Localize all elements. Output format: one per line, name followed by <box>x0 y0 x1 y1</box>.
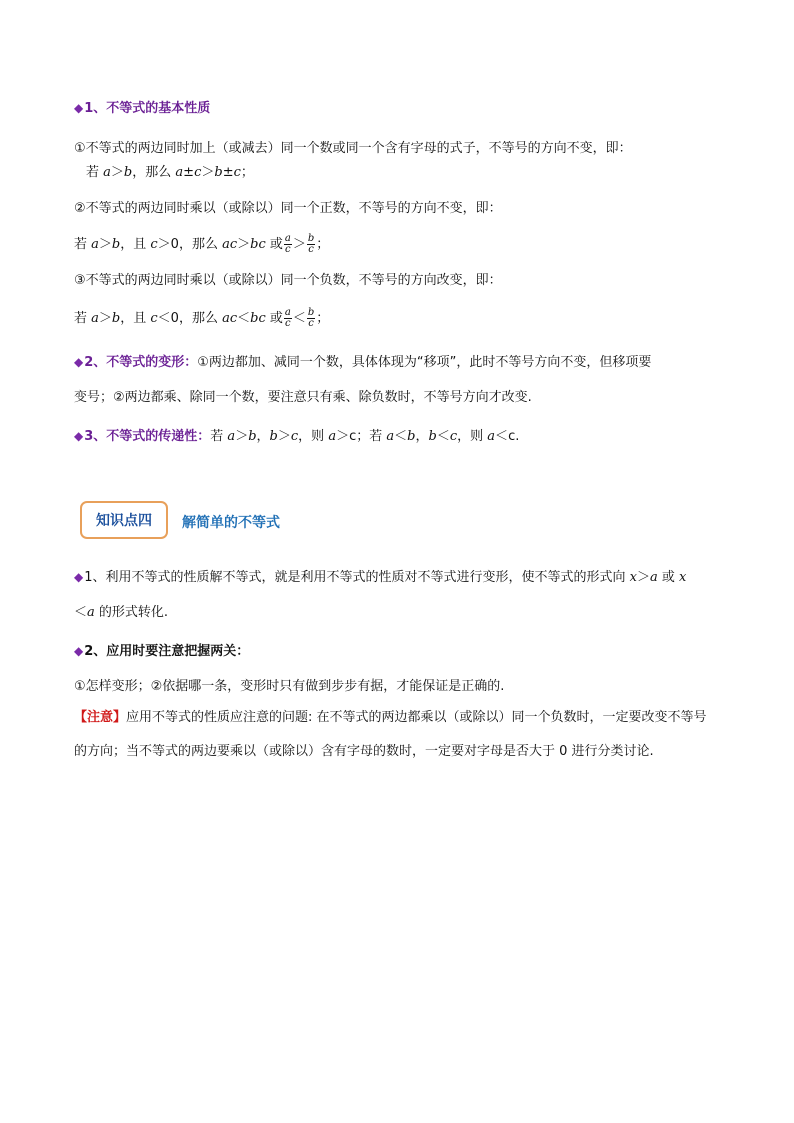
property-1-text: ①不等式的两边同时加上（或减去）同一个数或同一个含有字母的式子，不等号的方向不变，即： <box>74 141 632 156</box>
diamond-bullet-icon: ◆ <box>74 644 84 658</box>
property-3-formula: 若 a＞b，且 c＜0，那么 ac＜bc 或 $\frac{a}{c}$ ＜ $\frac{b}{c}$ ； <box>74 307 330 329</box>
property-2-text: ②不等式的两边同时乘以（或除以）同一个正数，不等号的方向不变，即： <box>74 201 502 216</box>
note-line-1: 【注意】应用不等式的性质应注意的问题: 在不等式的两边都乘以（或除以）同一个负数时，一定要改变不等号 <box>74 710 707 725</box>
property-3-text: ③不等式的两边同时乘以（或除以）同一个负数，不等号的方向改变，即： <box>74 273 502 288</box>
property-2-formula: 若 a＞b，且 c＞0，那么 ac＞bc 或 $\frac{a}{c}$ ＞ $\frac{b}{c}$ ； <box>74 233 330 255</box>
section-heading-5: ◆2、应用时要注意把握两关： <box>74 644 250 659</box>
property-1-formula: 若 a＞b，那么 a±c＞b±c； <box>86 165 254 180</box>
note-line-2: 的方向；当不等式的两边要乘以（或除以）含有字母的数时，一定要对字母是否大于 0 进行分类讨论. <box>74 744 654 759</box>
section-5-line-1: ①怎样变形；②依据哪一条，变形时只有做到步步有据，才能保证是正确的. <box>74 679 505 694</box>
note-tag: 【注意】 <box>74 710 127 725</box>
knowledge-point-badge: 知识点四 <box>80 501 168 539</box>
fraction-a-over-c: $\frac{a}{c}$ <box>284 233 291 255</box>
diamond-bullet-icon: ◆ <box>74 429 84 443</box>
fraction-b-over-c: $\frac{b}{c}$ <box>307 233 315 255</box>
section-heading-2: ◆2、不等式的变形：①两边都加、减同一个数，具体体现为“移项”，此时不等号方向不变，但移项要 <box>74 355 652 370</box>
section-2-continuation: 变号；②两边都乘、除同一个数，要注意只有乘、除负数时，不等号方向才改变. <box>74 390 532 405</box>
diamond-bullet-icon: ◆ <box>74 101 84 115</box>
heading-text: 1、不等式的基本性质 <box>84 101 211 116</box>
section-heading-1 <box>74 99 734 118</box>
section-4-line-2: ＜a 的形式转化. <box>74 605 169 620</box>
diamond-bullet-icon: ◆ <box>74 570 84 584</box>
section-4-line-1: ◆1、利用不等式的性质解不等式，就是利用不等式的性质对不等式进行变形，使不等式的形式向 x＞a 或 x <box>74 570 687 585</box>
fraction-a-over-c: $\frac{a}{c}$ <box>284 307 291 329</box>
diamond-bullet-icon: ◆ <box>74 355 84 369</box>
section-heading-3: ◆3、不等式的传递性：若 a＞b，b＞c，则 a＞c；若 a＜b，b＜c，则 a＜c. <box>74 429 520 444</box>
knowledge-point-title: 解简单的不等式 <box>182 515 280 531</box>
fraction-b-over-c: $\frac{b}{c}$ <box>307 307 315 329</box>
